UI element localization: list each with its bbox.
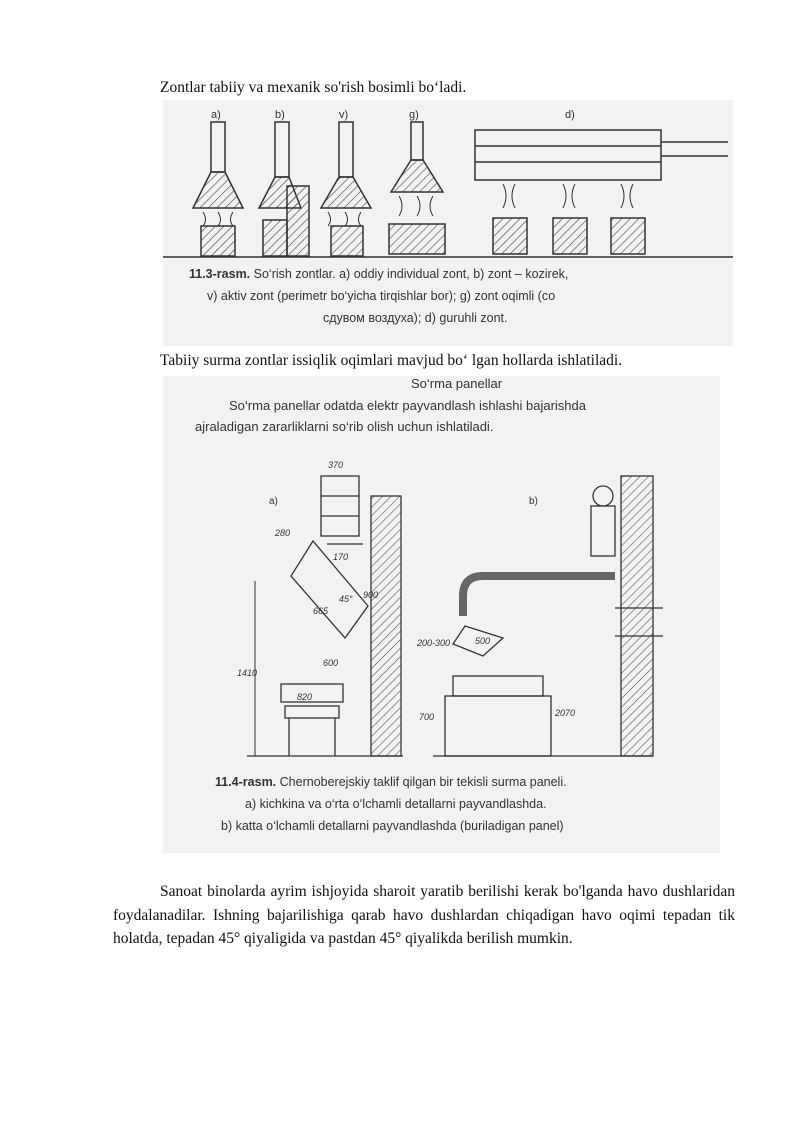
figure-11-4-caption-line-1 xyxy=(215,775,567,789)
dim-820: 820 xyxy=(297,692,313,702)
figure-11-4-caption-text-1: Chernoberejskiy taklif qilgan bir tekisli surma paneli. xyxy=(276,775,567,789)
paragraph-intro: Zontlar tabiiy va mexanik so'rish bosimli bo‘ladi. xyxy=(160,79,467,96)
dim-500: 500 xyxy=(475,636,491,646)
figure-11-3-caption-line-3: сдувом воздуха); d) guruhli zont. xyxy=(323,311,508,325)
dim-200-300: 200-300 xyxy=(417,638,451,648)
hood-d xyxy=(475,130,728,254)
hood-b xyxy=(259,122,309,256)
dim-700: 700 xyxy=(419,712,435,722)
paragraph-natural-hoods: Tabiiy surma zontlar issiqlik oqimlari mavjud bo‘ lgan hollarda ishlatiladi. xyxy=(160,352,623,369)
figure-11-3-caption-line-1 xyxy=(189,267,568,281)
figure-11-3-drawing xyxy=(163,100,733,346)
panel-intro-line-2: ajraladigan zararliklarni so‘rib olish uchun ishlatiladi. xyxy=(195,419,494,434)
panel-label-d: d) xyxy=(565,109,575,121)
figure-11-4-caption-line-2: a) kichkina va o‘rta o‘lchamli detallarni payvandlashda. xyxy=(245,797,547,811)
figure-11-3-caption-line-2: v) aktiv zont (perimetr bo‘yicha tirqishlar bor); g) zont oqimli (со xyxy=(207,289,556,303)
panel-label-a: a) xyxy=(269,496,278,507)
panel-label-a: a) xyxy=(211,109,221,121)
panel-a-drawing xyxy=(247,476,403,756)
dim-2070: 2070 xyxy=(555,708,576,718)
dim-665: 665 xyxy=(313,606,329,616)
figure-11-3-caption-text-1: So‘rish zontlar. a) oddiy individual zont, b) zont – kozirek, xyxy=(250,267,569,281)
panel-label-g: g) xyxy=(409,109,419,121)
dim-280: 280 xyxy=(275,528,291,538)
dim-45: 45° xyxy=(339,594,353,604)
panel-label-v: v) xyxy=(339,109,349,121)
panel-section-heading: So‘rma panellar xyxy=(411,376,503,391)
dim-600: 600 xyxy=(323,658,339,668)
panel-intro-line-1: So‘rma panellar odatda elektr payvandlash ishlashi bajarishda xyxy=(229,398,586,413)
panel-b-drawing xyxy=(433,476,663,756)
figure-11-4-drawing xyxy=(163,376,720,853)
dim-370: 370 xyxy=(328,460,344,470)
panel-label-b: b) xyxy=(275,109,285,121)
panel-label-b: b) xyxy=(529,496,538,507)
dim-1410: 1410 xyxy=(237,668,258,678)
figure-11-4-caption-line-3: b) katta o‘lchamli detallarni payvandlashda (buriladigan panel) xyxy=(221,819,564,833)
paragraph-air-showers: Sanoat binolarda ayrim ishjoyida sharoit yaratib berilishi kerak bo'lganda havo dushlaridan foydalanadilar. Ishning bajarilishiga qarab havo dushlardan chiqadigan havo oqimi tepadan tik holatda, tepadan 45° qiyaligida va pastdan 45° qiyalikda berilish mumkin. xyxy=(113,883,735,947)
dim-900: 900 xyxy=(363,590,379,600)
figure-11-3-caption-label: 11.3-rasm. xyxy=(189,267,251,281)
figure-11-4-caption-label: 11.4-rasm. xyxy=(215,775,277,789)
figure-11-3 xyxy=(163,100,733,346)
hood-g xyxy=(389,122,445,254)
hood-v xyxy=(321,122,371,256)
dim-170: 170 xyxy=(333,552,349,562)
figure-11-4 xyxy=(163,376,720,853)
hood-a xyxy=(193,122,243,256)
